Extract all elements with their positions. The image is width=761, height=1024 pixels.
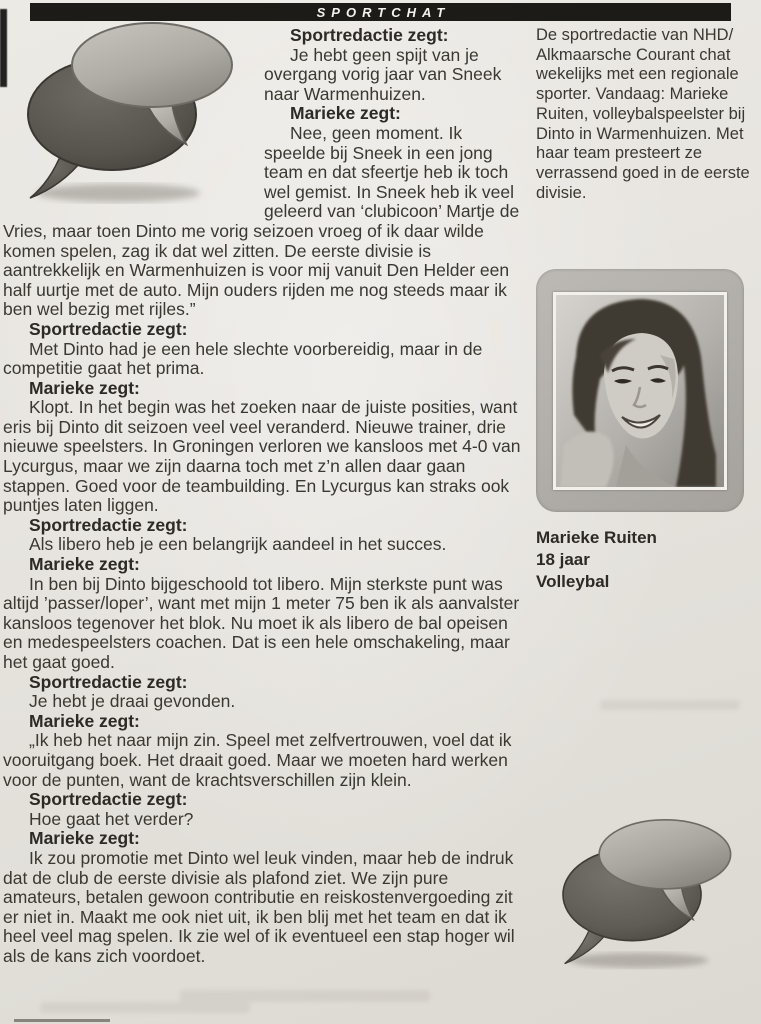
print-bleed-artifact <box>40 1002 251 1013</box>
chat-text: Je hebt je draai gevonden. <box>29 691 236 712</box>
intro-text: De sportredactie van NHD/ Alkmaarsche Courant chat wekelijks met een regionale sporter. Vandaag: Marieke Ruiten, volleybalspeelster bij Dinto in Warmenhuizen. Met haar team presteert ze verrassend goed in de eerste divisie. <box>536 26 750 202</box>
chat-text: Als libero heb je een belangrijk aandeel in het succes. <box>29 534 447 555</box>
chat-speaker: Sportredactie zegt: <box>290 25 449 45</box>
chat-text: Je hebt geen spijt van je overgang vorig jaar van Sneek naar Warmenhuizen. <box>264 44 502 104</box>
chat-speaker: Sportredactie zegt: <box>29 318 188 339</box>
chat-text: Hoe gaat het verder? <box>29 808 194 829</box>
speech-bubbles-icon <box>540 793 752 988</box>
chat-speaker: Marieke zegt: <box>29 710 140 731</box>
chat-text: In ben bij Dinto bijgeschoold tot libero. Mijn sterkste punt was altijd ’passer/loper’, want met mijn 1 meter 75 ben ik als aanvalster kansloos tegenover het blok. Nu moet ik als libero de bal opeisen en medespeelsters coachen. Dat is een hele omschakeling, maar het gaat goed. <box>3 573 520 672</box>
portrait-image <box>556 295 724 487</box>
speech-bubbles-graphic <box>540 793 752 988</box>
print-bleed-artifact <box>600 700 741 710</box>
chat-speaker: Sportredactie zegt: <box>29 514 188 535</box>
chat-speaker: Sportredactie zegt: <box>29 789 188 810</box>
chat-text: Klopt. In het begin was het zoeken naar de juiste posities, want eris bij Dinto dit seizoen veel veel veranderd. Nieuwe trainer, drie nieuwe speelsters. In Groningen verloren we kansloos met 4-0 van Lycurgus, maar we zijn daarna toch met z’n allen daar gaan stappen. Goed voor de teambuilding. En Lycurgus kan straks ook puntjes laten liggen. <box>3 397 521 516</box>
chat-message <box>3 379 525 516</box>
chat-speaker: Marieke zegt: <box>29 828 140 849</box>
chat-speaker: Sportredactie zegt: <box>29 671 188 692</box>
scan-bottom-rule <box>14 1019 110 1022</box>
chat-message <box>3 790 525 829</box>
caption-age: 18 jaar <box>536 550 590 570</box>
chat-text: Met Dinto had je een hele slechte voorbereidig, maar in de competitie gaat het prima. <box>3 338 483 379</box>
chat-column <box>3 26 525 967</box>
chat-speaker: Marieke zegt: <box>29 377 140 398</box>
chat-message <box>3 712 525 790</box>
chat-speaker: Marieke zegt: <box>290 103 401 124</box>
speech-bubbles-icon <box>0 10 258 208</box>
portrait-photo <box>553 292 727 490</box>
chat-message <box>3 516 525 555</box>
chat-message <box>3 320 525 379</box>
chat-text: „Ik heb het naar mijn zin. Speel met zelfvertrouwen, voel dat ik vooruitgang boek. Het draait goed. Maar we moeten hard werken voor de punten, want de krachtsverschillen zijn klein. <box>3 730 512 790</box>
caption-sport: Volleybal <box>536 572 610 592</box>
chat-text: Nee, geen moment. Ik speelde bij Sneek in een jong team en dat sfeertje heb ik toch wel gemist. In Sneek heb ik veel geleerd van ‘clubicoon’ Martje de Vries, maar toen Dinto me vorig seizoen vroeg of ik daar wilde komen spelen, zag ik dat wel zitten. De eerste divisie is aantrekkelijk en Warmenhuizen is voor mij vanuit Den Helder een half uurtje met de auto. Mijn ouders rijden me nog steeds maar ik ben wel bezig met rijles.” <box>3 122 520 320</box>
print-bleed-artifact <box>180 990 431 1002</box>
portrait-frame <box>536 269 744 512</box>
chat-message <box>3 829 525 966</box>
chat-text: Ik zou promotie met Dinto wel leuk vinden, maar heb de indruk dat de club de eerste divisie als plafond ziet. We zijn pure amateurs, betalen gewoon contributie en reiskostenvergoeding zit er niet in. Maakt me ook niet uit, ik ben blij met het team en dat ik heel veel mag spelen. Ik zie wel of ik eventueel een stap hoger wil als de kans zich voordoet. <box>3 847 515 966</box>
photo-caption <box>536 527 750 593</box>
speech-bubbles-graphic <box>0 10 258 208</box>
sidebar <box>536 26 750 593</box>
chat-speaker: Marieke zegt: <box>29 554 140 575</box>
chat-message <box>3 555 525 673</box>
caption-name: Marieke Ruiten <box>536 528 657 548</box>
chat-message <box>3 673 525 712</box>
section-title: SPORTCHAT <box>316 4 451 20</box>
